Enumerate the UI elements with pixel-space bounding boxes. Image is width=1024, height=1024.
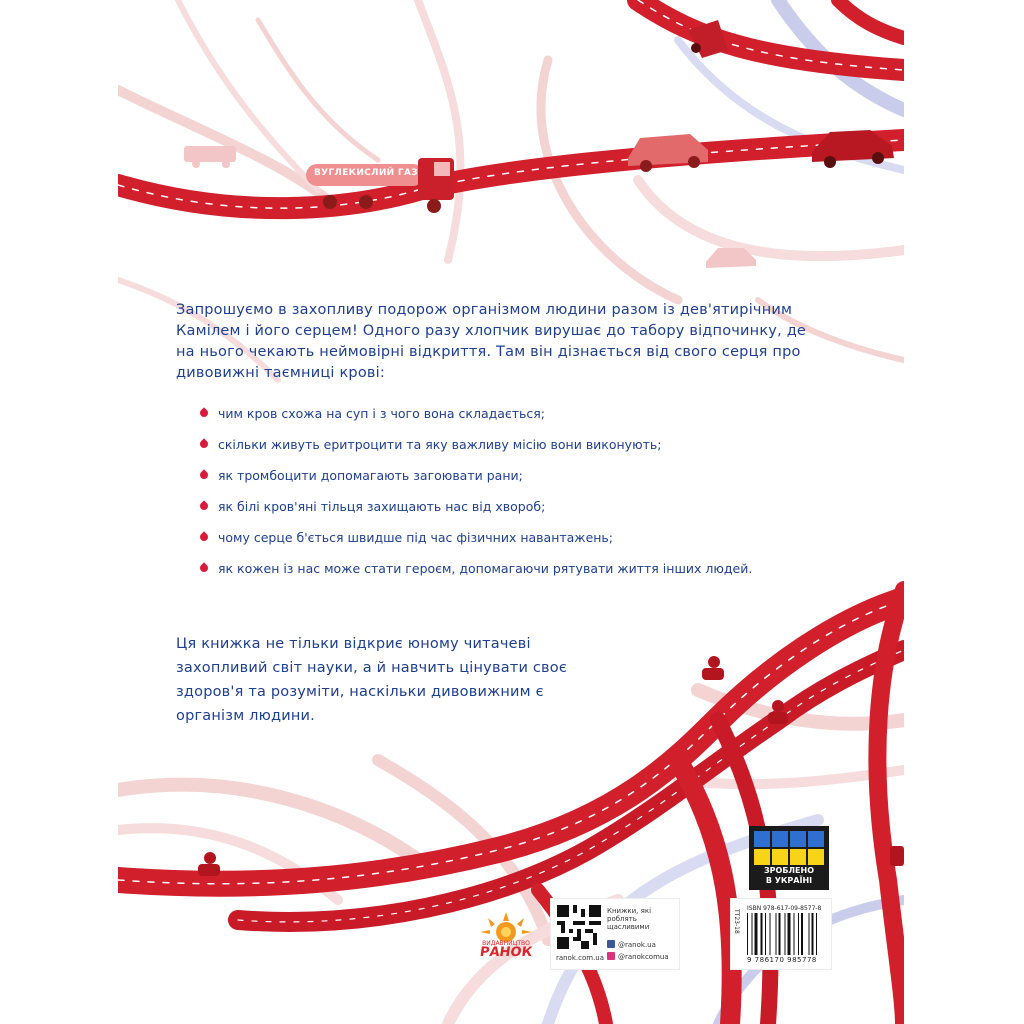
badge-line1: ЗРОБЛЕНО: [763, 866, 815, 875]
badge-line2: В УКРАЇНІ: [765, 876, 813, 885]
barcode-number: 9 786170 985778: [747, 956, 817, 964]
book-back-cover: [118, 0, 904, 1024]
outro-paragraph: Ця книжка не тільки відкриє юному читачеві захопливий світ науки, а й навчить цінувати своє здоров'я та розуміти, наскільки дивовижним є організм людини.: [176, 636, 568, 724]
social-links: [607, 939, 669, 963]
isbn: ISBN 978-617-09-8577-8: [747, 905, 822, 912]
facebook-icon: [607, 940, 615, 948]
publisher-name: РАНОК: [478, 945, 534, 960]
website-url[interactable]: ranok.com.ua: [555, 954, 605, 962]
instagram-icon: [607, 952, 615, 960]
list-item: чому серце б'ється швидше під час фізичних навантажень;: [206, 526, 826, 557]
tanker-label: ВУГЛЕКИСЛИЙ ГАЗ: [314, 168, 418, 178]
ukraine-flag-icon: [754, 831, 824, 865]
intro-paragraph: Запрошуємо в захопливу подорож організмом людини разом із дев'ятирічним Камілем і його серцем! Одного разу хлопчик вирушає до табору відпочинку, де на нього чекають неймовірні відкриття. Там він дізнається від свого серця про дивовижні таємниці крові:: [176, 302, 807, 381]
info-card: [550, 898, 680, 970]
list-item: як кожен із нас може стати героєм, допомагаючи рятувати життя інших людей.: [206, 557, 826, 588]
instagram-link[interactable]: @ranokcomua: [607, 951, 669, 963]
barcode: [747, 913, 827, 955]
barcode-card: [730, 898, 832, 970]
list-item: як білі кров'яні тільця захищають нас від хвороб;: [206, 495, 826, 526]
list-item: як тромбоцити допомагають загоювати рани;: [206, 464, 826, 495]
side-code: ТТ23-18: [733, 909, 740, 934]
bullet-list: [206, 402, 826, 588]
facebook-link[interactable]: @ranok.ua: [607, 939, 669, 951]
publisher-logo: [474, 912, 538, 970]
qr-code[interactable]: [557, 905, 601, 949]
tagline: Книжки, які роблять щасливими: [607, 907, 652, 931]
list-item: скільки живуть еритроцити та яку важливу місію вони виконують;: [206, 433, 826, 464]
list-item: чим кров схожа на суп і з чого вона складається;: [206, 402, 826, 433]
made-in-ukraine-badge: [749, 826, 829, 890]
faded-truck: [184, 146, 236, 168]
publisher-small: ВИДАВНИЦТВО: [482, 940, 530, 947]
